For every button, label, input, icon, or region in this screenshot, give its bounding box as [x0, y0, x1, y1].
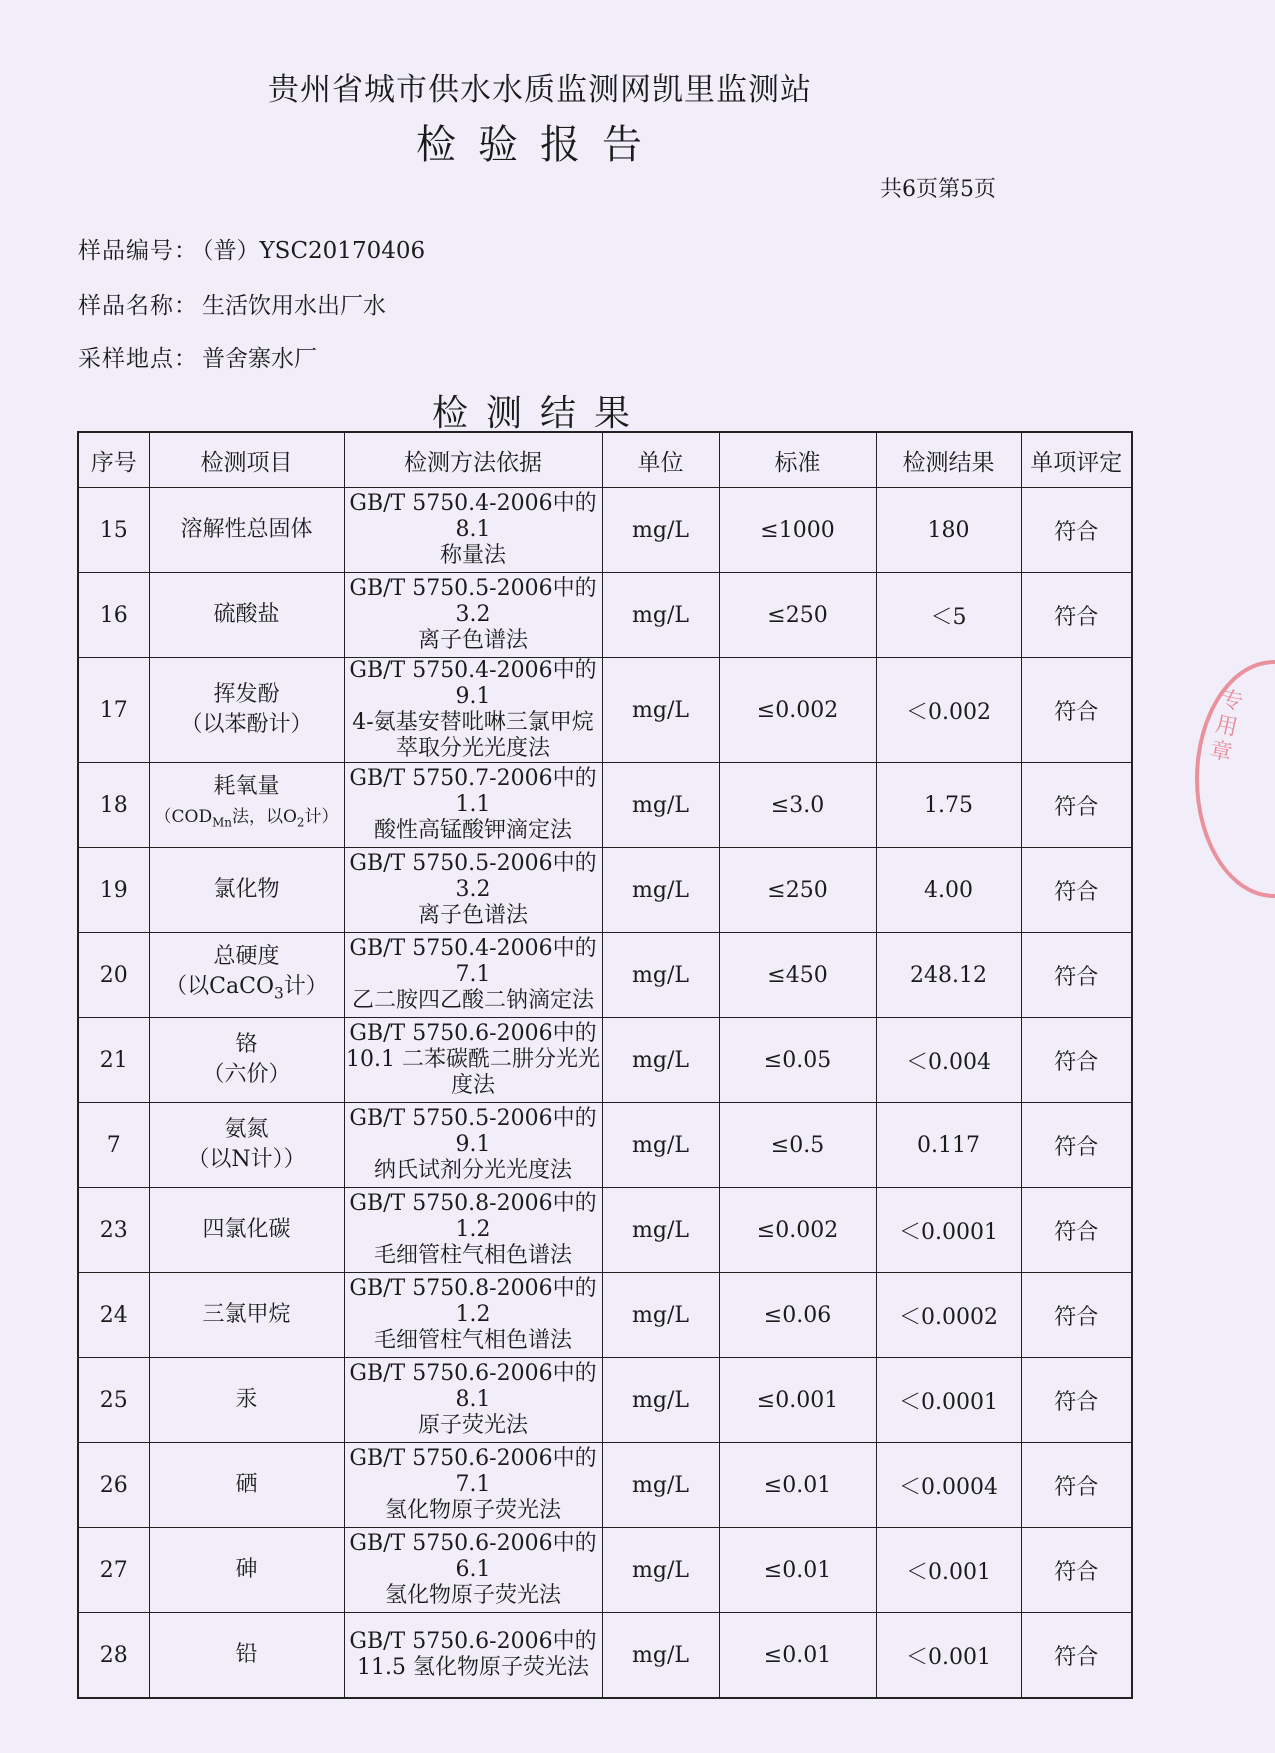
test-method-line: 称量法: [439, 543, 506, 568]
col-header: 单项评定: [1021, 432, 1132, 488]
test-method-line: GB/T 5750.4-2006中的8.1: [349, 491, 597, 542]
test-method-line: 4-氨基安替吡啉三氯甲烷: [352, 710, 594, 735]
table-row: [78, 848, 1132, 933]
evaluation: 符合: [1021, 1358, 1132, 1443]
row-number: 25: [78, 1358, 149, 1443]
result: ＜0.0001: [876, 1358, 1021, 1443]
test-method-line: 毛细管柱气相色谱法: [373, 1243, 572, 1268]
test-item-note: （$COD_{Mn}$法，以$O_2$计）: [154, 807, 339, 830]
test-method-line: 氢化物原子荧光法: [384, 1498, 561, 1523]
test-method: [344, 1443, 602, 1528]
result: 4.00: [876, 848, 1021, 933]
test-method-line: 度法: [450, 1073, 495, 1098]
row-number: 23: [78, 1188, 149, 1273]
unit: mg/L: [602, 763, 719, 848]
row-number: 19: [78, 848, 149, 933]
test-item-name: 铅: [235, 1642, 258, 1667]
row-number: 21: [78, 1018, 149, 1103]
standard: ≤0.01: [719, 1443, 876, 1528]
test-item: [149, 1613, 344, 1699]
table-row: [78, 1443, 1132, 1528]
unit: mg/L: [602, 1188, 719, 1273]
test-item: [149, 1103, 344, 1188]
test-item: [149, 658, 344, 763]
sample-id-label: 样品编号：: [78, 238, 198, 264]
row-number: 15: [78, 488, 149, 573]
evaluation: 符合: [1021, 488, 1132, 573]
test-item-name: 硒: [235, 1472, 258, 1497]
standard: ≤0.002: [719, 1188, 876, 1273]
test-method: [344, 763, 602, 848]
col-header: 序号: [78, 432, 149, 488]
test-method-line: GB/T 5750.6-2006中的6.1: [349, 1531, 597, 1582]
test-method: [344, 933, 602, 1018]
test-method-line: GB/T 5750.4-2006中的9.1: [349, 658, 597, 709]
result: ＜0.002: [876, 658, 1021, 763]
test-item-name: 砷: [235, 1557, 258, 1582]
evaluation: 符合: [1021, 1188, 1132, 1273]
sample-location: [78, 340, 317, 373]
unit: mg/L: [602, 488, 719, 573]
evaluation: 符合: [1021, 933, 1132, 1018]
test-method-line: GB/T 5750.7-2006中的1.1: [349, 766, 597, 817]
test-method: [344, 1358, 602, 1443]
sample-location-label: 采样地点：: [78, 346, 198, 372]
test-method: [344, 488, 602, 573]
table-row: [78, 1273, 1132, 1358]
standard: ≤250: [719, 848, 876, 933]
unit: mg/L: [602, 1358, 719, 1443]
standard: ≤0.05: [719, 1018, 876, 1103]
col-header: 单位: [602, 432, 719, 488]
standard: ≤0.01: [719, 1613, 876, 1699]
unit: mg/L: [602, 1528, 719, 1613]
standard: ≤0.5: [719, 1103, 876, 1188]
test-item-name: 耗氧量: [213, 774, 280, 800]
table-row: [78, 573, 1132, 658]
table-row: [78, 1018, 1132, 1103]
result: ＜0.0001: [876, 1188, 1021, 1273]
test-method-line: 10.1 二苯碳酰二肼分光光: [346, 1047, 600, 1072]
test-item-name: 四氯化碳: [202, 1217, 291, 1242]
col-header: 检测结果: [876, 432, 1021, 488]
table-header-row: [78, 432, 1132, 488]
unit: mg/L: [602, 933, 719, 1018]
test-method-line: GB/T 5750.8-2006中的1.2: [349, 1276, 597, 1327]
table-row: [78, 933, 1132, 1018]
col-header: 检测方法依据: [344, 432, 602, 488]
result: 1.75: [876, 763, 1021, 848]
standard: ≤0.01: [719, 1528, 876, 1613]
unit: mg/L: [602, 658, 719, 763]
result: 0.117: [876, 1103, 1021, 1188]
test-item: [149, 933, 344, 1018]
test-item-name: 氨氮: [224, 1117, 269, 1142]
test-item-note: （六价）: [202, 1062, 291, 1087]
test-item: [149, 1273, 344, 1358]
sample-id-value: （普）YSC20170406: [202, 238, 426, 264]
row-number: 16: [78, 573, 149, 658]
result: 248.12: [876, 933, 1021, 1018]
test-method: [344, 1018, 602, 1103]
test-item-note: （以CaCO$_3$计）: [165, 973, 328, 1003]
evaluation: 符合: [1021, 848, 1132, 933]
row-number: 18: [78, 763, 149, 848]
test-item: [149, 1358, 344, 1443]
unit: mg/L: [602, 1018, 719, 1103]
test-method-line: GB/T 5750.5-2006中的9.1: [349, 1106, 597, 1157]
unit: mg/L: [602, 1613, 719, 1699]
evaluation: 符合: [1021, 1613, 1132, 1699]
evaluation: 符合: [1021, 1018, 1132, 1103]
test-method: [344, 658, 602, 763]
result: 180: [876, 488, 1021, 573]
standard: ≤450: [719, 933, 876, 1018]
evaluation: 符合: [1021, 1273, 1132, 1358]
evaluation: 符合: [1021, 1528, 1132, 1613]
test-method-line: GB/T 5750.6-2006中的8.1: [349, 1361, 597, 1412]
evaluation: 符合: [1021, 573, 1132, 658]
page-info: 共6页第5页: [880, 177, 996, 202]
section-title: 检测结果: [431, 393, 648, 434]
test-item-note: （以N计））: [187, 1147, 306, 1172]
test-method: [344, 1188, 602, 1273]
test-method-line: 毛细管柱气相色谱法: [373, 1328, 572, 1353]
row-number: 24: [78, 1273, 149, 1358]
test-method-line: 乙二胺四乙酸二钠滴定法: [351, 988, 594, 1013]
test-method-line: GB/T 5750.6-2006中的: [349, 1021, 597, 1046]
col-header: 检测项目: [149, 432, 344, 488]
test-item: [149, 848, 344, 933]
sample-name-value: 生活饮用水出厂水: [202, 293, 386, 319]
result: ＜0.0002: [876, 1273, 1021, 1358]
test-item: [149, 573, 344, 658]
test-method-line: 纳氏试剂分光光度法: [373, 1158, 572, 1183]
test-method-line: GB/T 5750.6-2006中的7.1: [349, 1446, 597, 1497]
sample-name-label: 样品名称：: [78, 293, 198, 319]
col-header: 标准: [719, 432, 876, 488]
sample-name: [78, 287, 386, 320]
unit: mg/L: [602, 1443, 719, 1528]
test-item-name: 挥发酚: [213, 682, 280, 707]
test-item: [149, 488, 344, 573]
test-method-line: 萃取分光光度法: [395, 736, 550, 761]
test-item: [149, 763, 344, 848]
test-method: [344, 1528, 602, 1613]
test-method-line: GB/T 5750.8-2006中的1.2: [349, 1191, 597, 1242]
test-item-name: 铬: [235, 1032, 258, 1057]
evaluation: 符合: [1021, 658, 1132, 763]
test-item-note: （以苯酚计）: [180, 712, 313, 737]
result: ＜0.001: [876, 1613, 1021, 1699]
sample-id: [78, 232, 425, 265]
table-row: [78, 488, 1132, 573]
evaluation: 符合: [1021, 1103, 1132, 1188]
test-method-line: 原子荧光法: [417, 1413, 528, 1438]
test-method: [344, 573, 602, 658]
unit: mg/L: [602, 848, 719, 933]
row-number: 26: [78, 1443, 149, 1528]
result: ＜5: [876, 573, 1021, 658]
test-method-line: 氢化物原子荧光法: [384, 1583, 561, 1608]
test-method-line: GB/T 5750.5-2006中的3.2: [349, 576, 597, 627]
evaluation: 符合: [1021, 763, 1132, 848]
standard: ≤0.001: [719, 1358, 876, 1443]
standard: ≤250: [719, 573, 876, 658]
test-method-line: GB/T 5750.5-2006中的3.2: [349, 851, 597, 902]
test-item: [149, 1528, 344, 1613]
unit: mg/L: [602, 1273, 719, 1358]
test-method-line: GB/T 5750.6-2006中的: [349, 1629, 597, 1654]
test-method-line: 11.5 氢化物原子荧光法: [357, 1655, 589, 1680]
test-method: [344, 1613, 602, 1699]
row-number: 28: [78, 1613, 149, 1699]
test-item-name: 氯化物: [213, 877, 280, 902]
test-item-name: 汞: [235, 1387, 258, 1412]
evaluation: 符合: [1021, 1443, 1132, 1528]
test-method: [344, 1103, 602, 1188]
unit: mg/L: [602, 1103, 719, 1188]
test-item: [149, 1018, 344, 1103]
row-number: 17: [78, 658, 149, 763]
table-row: [78, 1103, 1132, 1188]
table-row: [78, 658, 1132, 763]
table-row: [78, 763, 1132, 848]
row-number: 27: [78, 1528, 149, 1613]
result: ＜0.001: [876, 1528, 1021, 1613]
test-method-line: 离子色谱法: [417, 628, 528, 653]
unit: mg/L: [602, 573, 719, 658]
results-table: [77, 431, 1133, 1699]
sample-location-value: 普舍寨水厂: [202, 346, 317, 372]
stamp-text: 专用章: [1207, 686, 1246, 767]
table-row: [78, 1188, 1132, 1273]
test-item: [149, 1188, 344, 1273]
result: ＜0.004: [876, 1018, 1021, 1103]
test-item-name: 溶解性总固体: [180, 517, 313, 542]
standard: ≤0.002: [719, 658, 876, 763]
test-item-name: 硫酸盐: [213, 602, 280, 627]
test-method: [344, 1273, 602, 1358]
test-method-line: 酸性高锰酸钾滴定法: [373, 818, 572, 843]
test-item-name: 总硬度: [213, 943, 280, 969]
org-name: 贵州省城市供水水质监测网凯里监测站: [268, 72, 812, 108]
test-item-name: 三氯甲烷: [202, 1302, 291, 1327]
test-method: [344, 848, 602, 933]
table-row: [78, 1528, 1132, 1613]
report-title: 检验报告: [416, 122, 664, 168]
standard: ≤0.06: [719, 1273, 876, 1358]
table-row: [78, 1613, 1132, 1699]
row-number: 7: [78, 1103, 149, 1188]
row-number: 20: [78, 933, 149, 1018]
test-item: [149, 1443, 344, 1528]
test-method-line: GB/T 5750.4-2006中的7.1: [349, 936, 597, 987]
result: ＜0.0004: [876, 1443, 1021, 1528]
standard: ≤3.0: [719, 763, 876, 848]
standard: ≤1000: [719, 488, 876, 573]
test-method-line: 离子色谱法: [417, 903, 528, 928]
table-row: [78, 1358, 1132, 1443]
